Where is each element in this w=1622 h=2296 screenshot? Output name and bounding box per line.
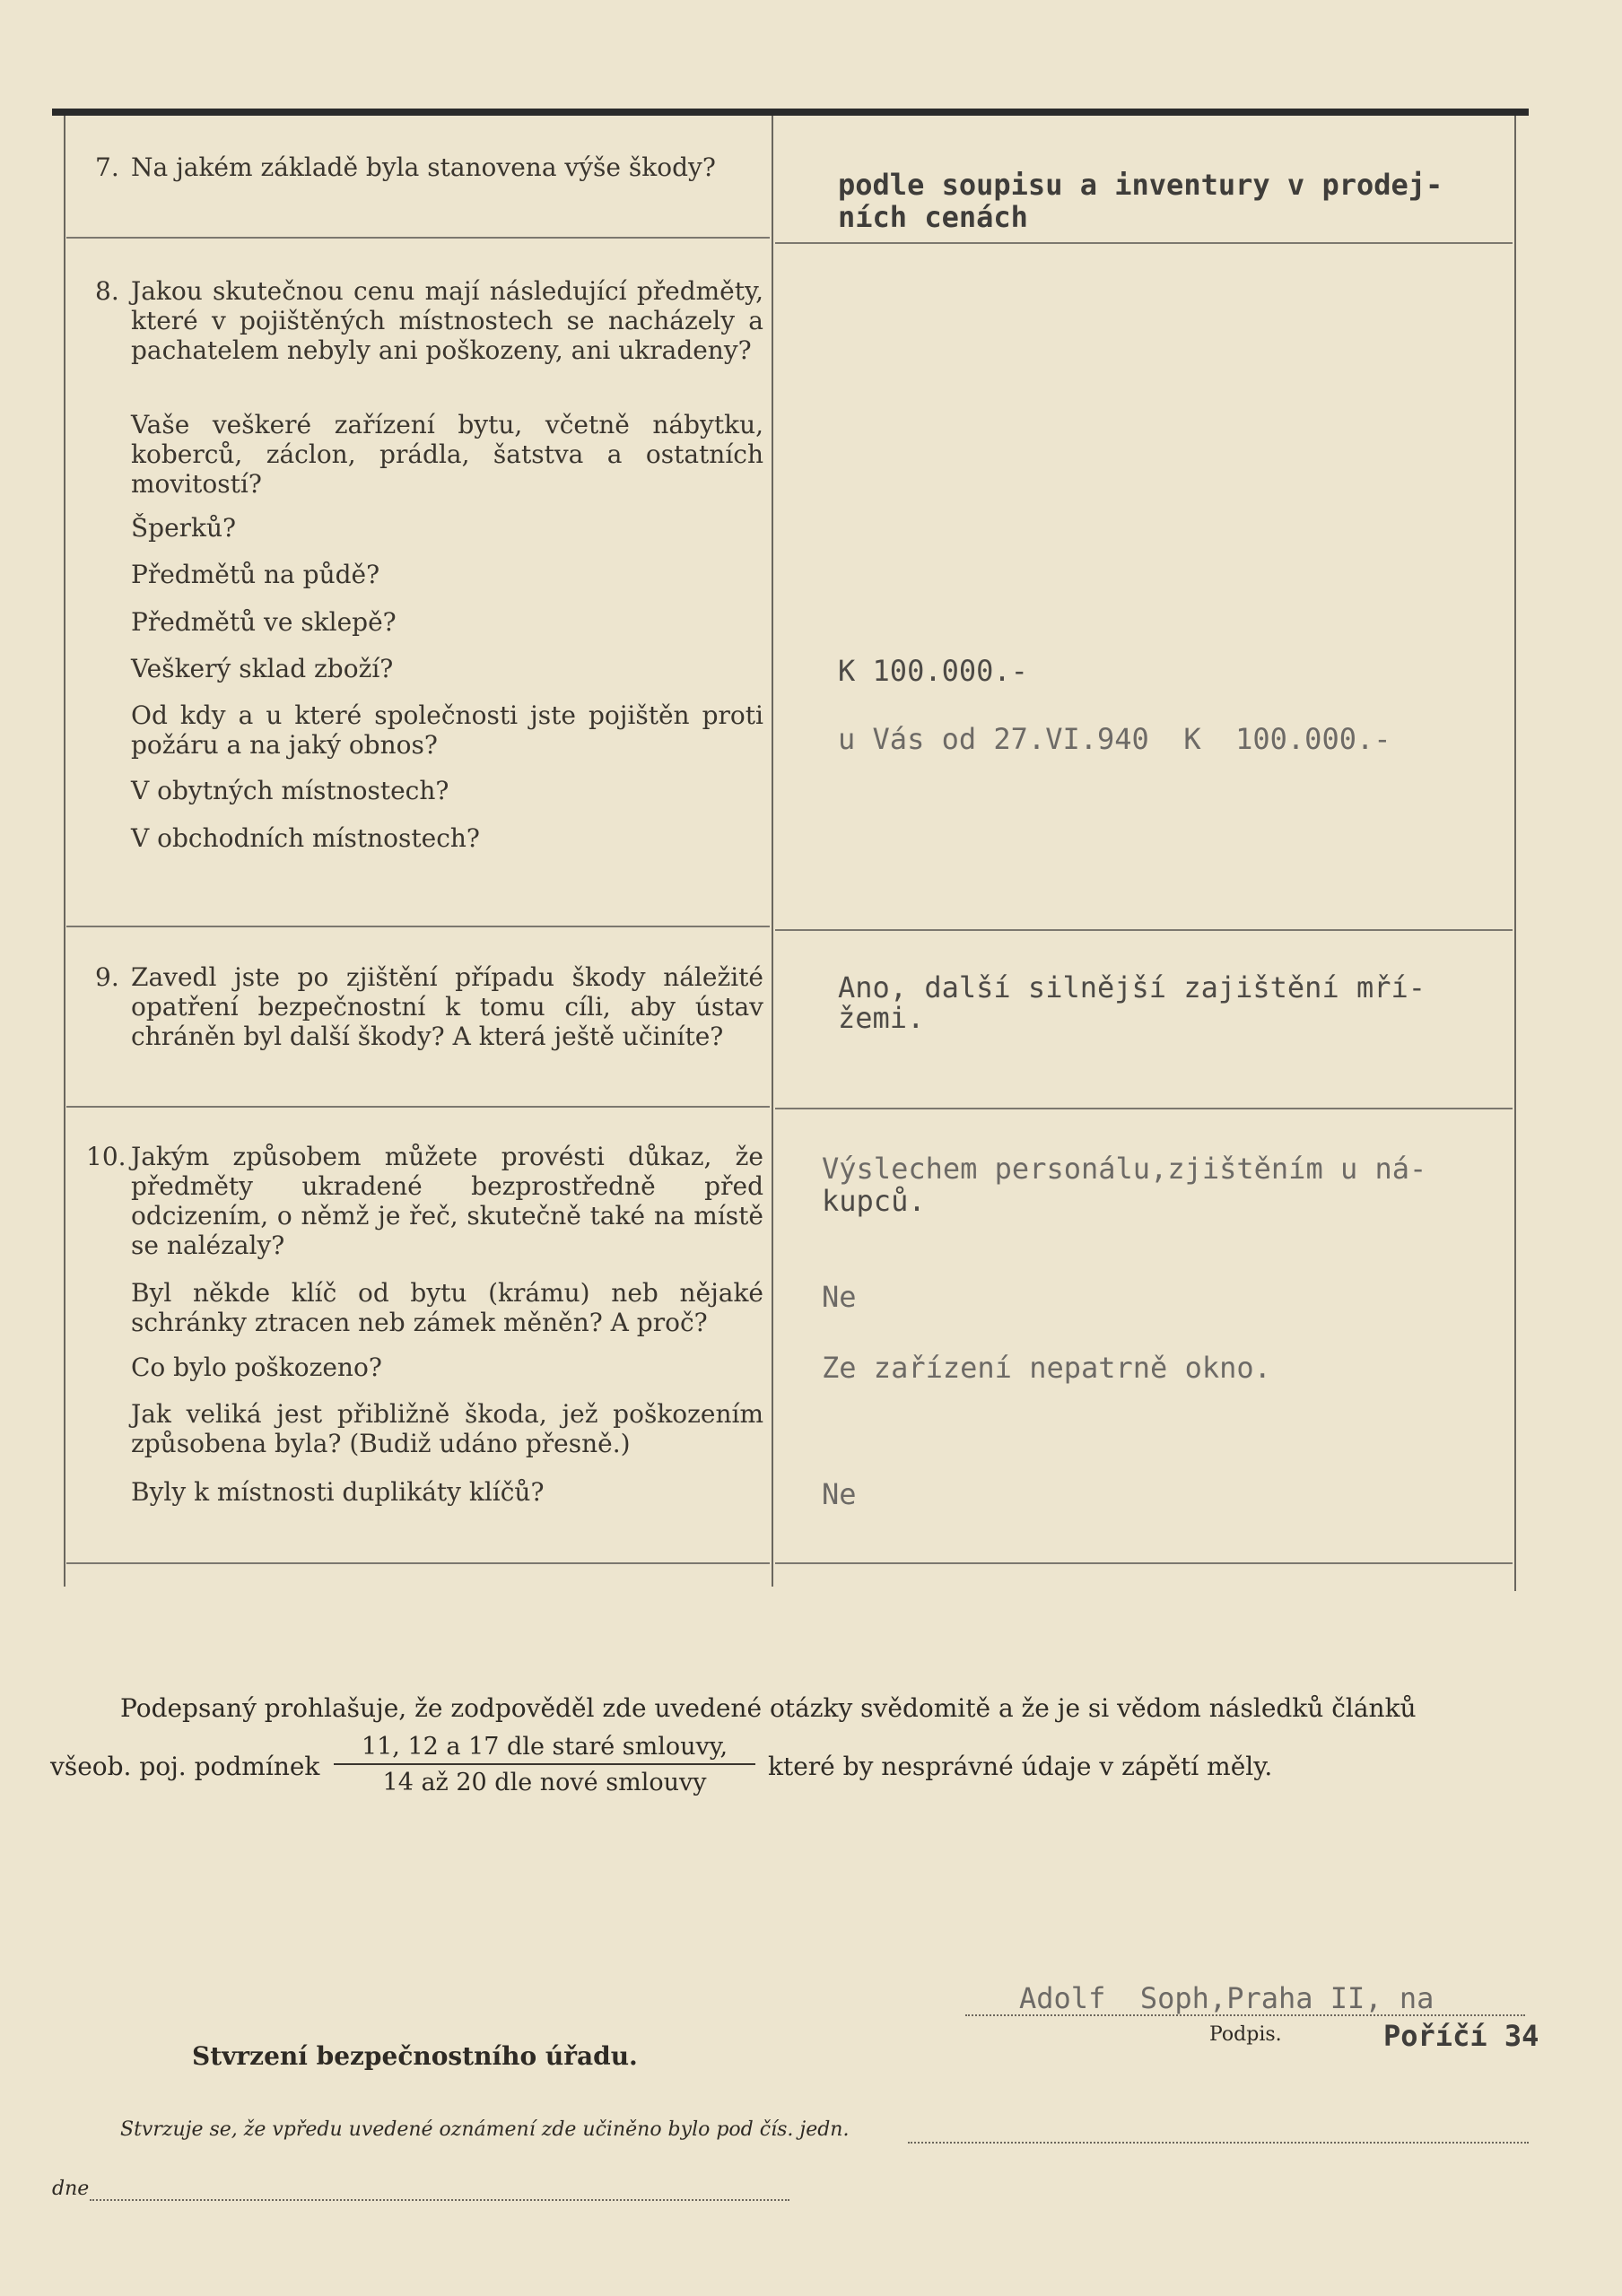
question-text: Na jakém základě byla stanovena výše škody? [131, 152, 716, 182]
question-text: Jakým způsobem můžete provésti důkaz, že předměty ukradené bezprostředně před odcizením, o němž je řeč, skutečně také na místě se nalézaly? [131, 1142, 763, 1260]
answer-8-insurance: u Vás od 27.VI.940 K 100.000.- [838, 722, 1391, 756]
answer-9-line1: Ano, další silnější zajištění mří- [838, 970, 1426, 1004]
right-border [1514, 116, 1516, 1591]
answer-10-damaged: Ze zařízení nepatrně okno. [822, 1351, 1271, 1385]
confirmation-text: Stvrzuje se, že vpředu uvedené oznámení zde učiněno bylo pod čís. jedn. [120, 2118, 850, 2141]
row-divider-9-right [775, 1108, 1513, 1109]
signature-typed-line2: Poříčí 34 [1383, 2019, 1539, 2053]
answer-9-line2: žemi. [838, 1001, 925, 1035]
answer-8-stock: K 100.000.- [838, 654, 1028, 688]
declaration-fraction-bottom: 14 až 20 dle nové smlouvy [382, 1769, 707, 1796]
row-divider-8 [66, 926, 770, 927]
declaration-suffix: které by nesprávné údaje v zápětí měly. [768, 1752, 1273, 1781]
declaration-fraction-top: 11, 12 a 17 dle staré smlouvy, [361, 1733, 728, 1761]
confirmation-dotted-line [908, 2142, 1529, 2144]
signature-label: Podpis. [1209, 2023, 1282, 2046]
row-divider-8-right [775, 929, 1513, 931]
answer-10-duplicates: Ne [822, 1477, 857, 1511]
declaration-prefix: všeob. poj. podmínek [50, 1752, 320, 1781]
answer-10-line1: Výslechem personálu,zjištěním u ná- [822, 1152, 1427, 1186]
signature-dotted-line [965, 2014, 1525, 2016]
answer-10-key: Ne [822, 1280, 857, 1314]
row-divider-7-right [775, 242, 1513, 244]
question-text: Zavedl jste po zjištění případu škody náležité opatření bezpečnostní k tomu cíli, aby ústav chráněn byl další škody? A která ještě učiníte? [131, 962, 763, 1051]
confirmation-heading: Stvrzení bezpečnostního úřadu. [192, 2041, 638, 2071]
question-number: 8. [95, 276, 119, 306]
left-border [64, 116, 65, 1587]
row-divider-10-right [775, 1562, 1513, 1564]
question-number: 10. [86, 1142, 126, 1171]
column-divider [772, 116, 773, 1587]
question-text: Jakou skutečnou cenu mají následující předměty, které v pojištěných místnostech se nacházely a pachatelem nebyly ani poškozeny, ani ukradeny? [131, 276, 763, 365]
dne-label: dne [52, 2178, 90, 2200]
row-divider-10 [66, 1562, 770, 1564]
answer-10-line2: kupců. [822, 1184, 926, 1218]
fraction-bar [334, 1763, 755, 1765]
question-number: 9. [95, 962, 119, 992]
answer-7-line2: ních cenách [838, 200, 1028, 234]
form-page: 7. Na jakém základě byla stanovena výše škody? 8. Jakou skutečnou cenu mají následující předměty, které v pojištěných místnostech se nacházely a pachatelem nebyly ani poškozeny, ani ukradeny? Vaše veškeré zařízení bytu, včetně nábytku, koberců, záclon, prádla, šatstva a ostatních movitostí? Šperků? Předmětů na půdě? Předmětů ve sklepě? Veškerý sklad zboží? Od kdy a u které společnosti jste pojištěn proti požáru a na jaký obnos? V obytných místnostech? V obchodních místnostech? 9. Zavedl jste po zjištění případu škody náležité opatření bezpečnostní k tomu cíli, aby ústav chráněn byl další škody? A která ještě učiníte? 10. Jakým způsobem můžete provésti důkaz, že předměty ukradené bezprostředně před odcizením, o němž je řeč, skutečně také na místě se nalézaly? Byl někde klíč od bytu (krámu) neb nějaké schránky ztracen neb zámek měněn? A proč? Co bylo poškozeno? Jak veliká jest přibližně škoda, jež poškozením způsobena byla? (Budiž udáno přesně.) Byly k místnosti duplikáty klíčů? podle soupisu a inventury v prodej- ních cenách K 100.000.- u Vás od 27.VI.940 K 100.000.- Ano, další silnější zajištění mří- žemi. Výslechem personálu,zjištěním u ná- kupců. Ne Ze zařízení nepatrně okno. Ne Podepsaný prohlašuje, že zodpověděl zde uvedené otázky svědomitě a že je si vědom následků článků všeob. poj. podmínek 11, 12 a 17 dle staré smlouvy, 14 až 20 dle nové smlouvy které by nesprávné údaje v zápětí měly. Adolf Soph,Praha II, na Podpis. Poříčí 34 Stvrzení bezpečnostního úřadu. Stvrzuje se, že vpředu uvedené oznámení zde učiněno bylo pod čís. jedn. dne [0, 0, 1622, 2296]
answer-7-line1: podle soupisu a inventury v prodej- [838, 168, 1443, 202]
signature-typed-line1: Adolf Soph,Praha II, na [1019, 1981, 1435, 2015]
top-rule [52, 109, 1529, 116]
row-divider-9 [66, 1106, 770, 1108]
declaration-line1: Podepsaný prohlašuje, že zodpověděl zde uvedené otázky svědomitě a že je si vědom následků článků [120, 1693, 1417, 1723]
dne-dotted-line [90, 2199, 789, 2201]
row-divider-7 [66, 237, 770, 239]
question-number: 7. [95, 152, 119, 182]
